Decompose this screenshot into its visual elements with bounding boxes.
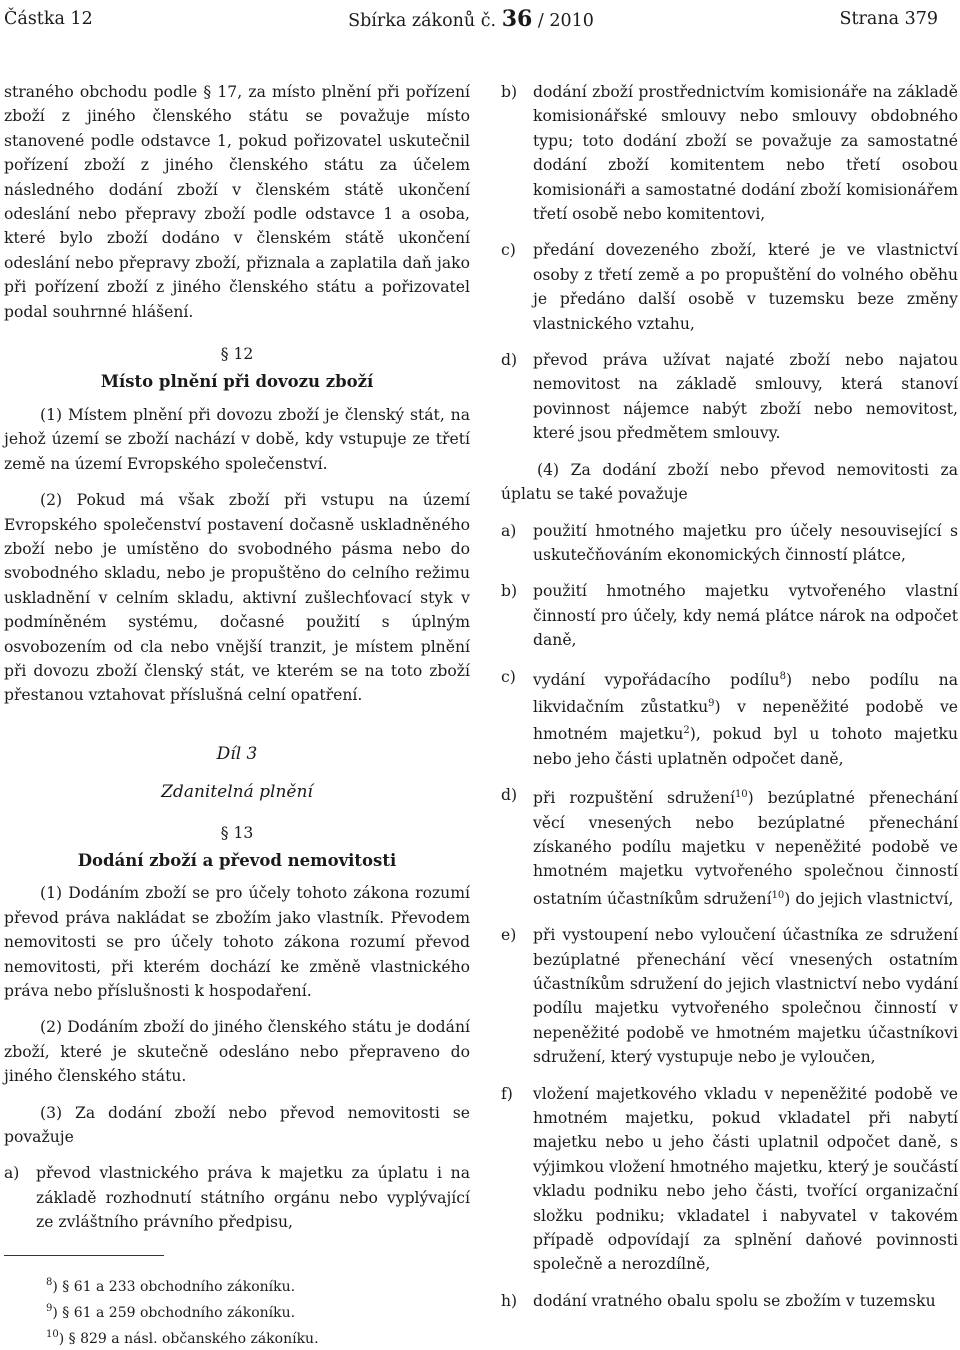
list-item-text: použití hmotného majetku vytvořeného vlastní činností pro účely, kdy nemá plátce nárok na odpočet daně, bbox=[533, 582, 958, 650]
law-number: 36 bbox=[501, 6, 533, 32]
list-item-label: f) bbox=[501, 1084, 513, 1103]
list-item-label: b) bbox=[501, 83, 518, 101]
list-item-text: při vystoupení nebo vyloučení účastníka ze sdružení bezúplatné přenechání věcí vnesených ostatním účastníkům sdružení do jejich vlastnictví nebo vydání podílu majetku vytvořeného společnou činností v nepeněžité podobě ve hmotném majetku účastníkovi sdružení, který vystupuje nebo je vyloučen, bbox=[533, 926, 958, 1067]
list-item-text: převod vlastnického práva k majetku za úplatu i na základě rozhodnutí státního orgánu nebo vyplývající ze zvláštního právního předpisu, bbox=[36, 1164, 470, 1232]
list-item-label: d) bbox=[501, 786, 518, 805]
list-item-text: převod práva užívat najaté zboží nebo najatou nemovitost na základě smlouvy, která stanoví povinnost nájemce nabýt zboží nebo nemovitost, které jsou předmětem smlouvy. bbox=[533, 351, 958, 443]
page-number: Strana 379 bbox=[839, 9, 938, 29]
footnote-ref: 9 bbox=[708, 697, 715, 709]
section-12-paragraph-1: (1) Místem plnění při dovozu zboží je členský stát, na jehož území se zboží nachází v době, kdy vstupuje ze třetí země na území Evropského společenství. bbox=[4, 405, 470, 473]
text-run: ) nebo podílu na likvidačním zůstatku bbox=[533, 670, 958, 716]
collection-year: / 2010 bbox=[537, 11, 594, 31]
footnote-text: § 61 a 233 obchodního zákoníku. bbox=[62, 1279, 296, 1295]
section-13-paragraph-3: (3) Za dodání zboží nebo převod nemovitosti se považuje bbox=[4, 1103, 470, 1147]
section-13-number: § 13 bbox=[220, 823, 254, 842]
list-item-text bbox=[533, 789, 958, 908]
paragraph-4: (4) Za dodání zboží nebo převod nemovitosti za úplatu se také považuje bbox=[501, 460, 958, 504]
collection-title bbox=[4, 2, 938, 38]
text-run: ) do jejich vlastnictví, bbox=[784, 889, 954, 908]
footnote-ref: 8 bbox=[779, 670, 786, 682]
list-item bbox=[501, 1289, 958, 1313]
list-item-text: použití hmotného majetku pro účely nesouvisející s uskutečňováním ekonomických činností plátce, bbox=[533, 521, 958, 564]
list-item-label: e) bbox=[501, 926, 517, 945]
issue-part: Částka 12 bbox=[4, 9, 93, 29]
text-run: ), pokud byl u tohoto majetku nebo jeho části uplatněn odpočet daně, bbox=[533, 725, 958, 768]
list-item bbox=[501, 348, 958, 446]
list-item bbox=[501, 238, 958, 336]
footnote-mark: 8 bbox=[46, 1277, 53, 1288]
footnote-text: § 829 a násl. občanského zákoníku. bbox=[68, 1331, 319, 1347]
list-item-text: dodání vratného obalu spolu se zbožím v tuzemsku bbox=[533, 1291, 936, 1310]
text-run: ) bezúplatné přenechání věcí vnesených nebo bezúplatné přenechání získaného podílu majetku v nepeněžité podobě ve hmotném majetku vytvořeného společnou činností ostatním účastníkům sdružení bbox=[533, 789, 959, 908]
left-column bbox=[4, 80, 470, 1235]
list-item-label: h) bbox=[501, 1291, 518, 1310]
section-12-number: § 12 bbox=[220, 345, 254, 364]
section-12-paragraph-2: (2) Pokud má však zboží při vstupu na území Evropského společenství postavení dočasně uskladněného zboží nebo je umístěno do svobodného pásma nebo do svobodného skladu, nebo je propuštěno do celního režimu uskladnění v celním skladu, aktivní zušlechťovací styk v podmíněném systému, dočasné použití s úplným osvobozením od cla nebo vnější tranzit, je místem plnění při dovozu zboží členský stát, ve kterém se na toto zboží přestanou vztahovat příslušná celní opatření. bbox=[4, 491, 470, 705]
list-item-text: dodání zboží prostřednictvím komisionáře na základě komisionářské smlouvy nebo smlouvy obdobného typu; toto dodání zboží se považuje za samostatné dodání zboží komitentem nebo třetí osobou komisionáři a samostatné dodání zboží komisionářem třetí osobě nebo komitentovi, bbox=[533, 83, 958, 224]
list-item-text: předání dovezeného zboží, které je ve vlastnictví osoby z třetí země a po propuštění do volného oběhu je předáno další osobě v tuzemsku beze změny vlastnického vztahu, bbox=[533, 241, 958, 333]
section-13-paragraph-1: (1) Dodáním zboží se pro účely tohoto zákona rozumí převod práva nakládat se zbožím jako vlastník. Převodem nemovitosti se pro účely tohoto zákona rozumí převod nemovitosti, při kterém dochází ke změně vlastnického práva nebo příslušnosti k hospodaření. bbox=[4, 884, 470, 1000]
list-item bbox=[4, 1161, 470, 1234]
list-item bbox=[501, 665, 958, 772]
section-12-title: Místo plnění při dovozu zboží bbox=[100, 372, 374, 392]
list-item bbox=[501, 519, 958, 568]
text-run: ) v nepeněžité podobě ve hmotném majetku bbox=[533, 697, 958, 744]
section-13-title: Dodání zboží a převod nemovitosti bbox=[77, 850, 397, 870]
list-item bbox=[501, 80, 958, 226]
list-item bbox=[501, 1082, 958, 1277]
part-heading: Díl 3 bbox=[216, 743, 258, 764]
page-header bbox=[4, 2, 938, 36]
collection-prefix: Sbírka zákonů č. bbox=[348, 11, 497, 31]
list-item-label: b) bbox=[501, 582, 518, 601]
footnote-ref: 10 bbox=[771, 889, 785, 901]
list-item bbox=[501, 579, 958, 652]
list-item bbox=[501, 923, 958, 1069]
footnotes bbox=[46, 1272, 319, 1350]
list-item-label: a) bbox=[4, 1164, 20, 1183]
footnote-divider bbox=[4, 1255, 164, 1256]
intro-paragraph: straného obchodu podle § 17, za místo plnění při pořízení zboží z jiného členského státu se považuje místo stanovené podle odstavce 1, pokud pořizovatel uskutečnil pořízení zboží z jiného členského státu za účelem následného dodání zboží v členském státě ukončení odeslání nebo přepravy zboží podle odstavce 1 a osoba, které bylo zboží dodáno v členském státě ukončení odeslání nebo přepravy zboží, přiznala a zaplatila daň jako při pořízení zboží z jiného členského státu a pořizovatel podal souhrnné hlášení. bbox=[4, 83, 470, 321]
text-run: při rozpuštění sdružení bbox=[533, 789, 735, 808]
list-item-label: c) bbox=[501, 241, 516, 260]
part-title: Zdanitelná plnění bbox=[161, 782, 313, 803]
footnote-ref: 10 bbox=[734, 789, 748, 801]
list-item-label: a) bbox=[501, 521, 517, 540]
list-item-label: d) bbox=[501, 351, 518, 370]
section-13-paragraph-2: (2) Dodáním zboží do jiného členského státu je dodání zboží, které je skutečně odesláno nebo přepraveno do jiného členského státu. bbox=[4, 1018, 470, 1086]
footnote-text: § 61 a 259 obchodního zákoníku. bbox=[62, 1305, 296, 1321]
list-item-label: c) bbox=[501, 667, 516, 686]
footnote: $^{10}$) § 829 a násl. občanského zákoníku. bbox=[46, 1329, 319, 1347]
list-item-text: vložení majetkového vkladu v nepeněžité podobě ve hmotném majetku, pokud vkladatel při nabytí majetku nebo u jeho části uplatnil odpočet daně, s výjimkou vložení hmotného majetku, který je součástí vkladu podniku nebo jeho části, tvořící organizační složku podniku; vkladatel i nabyvatel v takovém případě odpovídají za splnění daňové povinnosti společně a nerozdílně, bbox=[533, 1084, 958, 1274]
list-item bbox=[501, 783, 958, 911]
footnote: $^8$) § 61 a 233 obchodního zákoníku. bbox=[46, 1277, 296, 1295]
list-item-text bbox=[533, 671, 958, 768]
footnote-mark: 9 bbox=[46, 1303, 53, 1314]
text-run: vydání vypořádacího podílu bbox=[533, 670, 780, 689]
footnote: $^9$) § 61 a 259 obchodního zákoníku. bbox=[46, 1303, 296, 1321]
right-column bbox=[501, 80, 958, 1313]
footnote-ref: 2 bbox=[683, 725, 690, 737]
footnote-mark: 10 bbox=[46, 1329, 59, 1340]
